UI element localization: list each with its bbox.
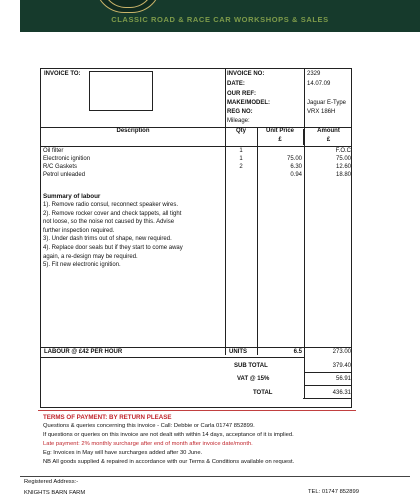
invoice-form: [40, 68, 352, 408]
labour-line: 2). Remove rocker cover and check tappets, all tight: [43, 210, 182, 217]
labour-rate-label: LABOUR @ £42 PER HOUR: [44, 349, 123, 355]
terms-title: TERMS OF PAYMENT: BY RETURN PLEASE: [43, 414, 172, 421]
units-value: 6.5: [293, 349, 302, 355]
invoice-to-address-box: [89, 71, 153, 111]
vat-value: 56.91: [335, 376, 351, 382]
table-row: Oil filter 1 F.O.C: [43, 148, 351, 154]
labour-line: 1). Remove radio consul, reconnect speaker wires.: [43, 202, 179, 208]
invoice-no-label: INVOICE NO:: [227, 71, 265, 77]
units-label: UNITS: [229, 349, 247, 355]
subtotal-label: SUB TOTAL: [234, 363, 268, 369]
labour-summary-title: Summary of labour: [43, 193, 101, 200]
col-unit-price: Unit Price: [265, 128, 294, 134]
terms-section: [43, 414, 373, 467]
header-banner: [20, 0, 420, 32]
reg-no-label: REG NO:: [227, 109, 253, 115]
date-value: 14.07.09: [307, 81, 331, 87]
registered-address-label: Registered Address:-: [24, 479, 79, 485]
total-label: TOTAL: [253, 390, 273, 396]
footer-telephone: TEL: 01747 852899: [308, 489, 359, 495]
terms-line: If questions or queries on this invoice are not dealt with within 14 days, acceptance of it is implied.: [43, 432, 294, 438]
col-qty: Qty: [235, 128, 246, 134]
col-unit-price-currency: £: [278, 137, 282, 143]
our-ref-label: OUR REF:: [227, 91, 256, 97]
vat-label: VAT @ 15%: [237, 376, 270, 382]
labour-line: 4). Replace door seals but if they start to come away: [43, 244, 183, 251]
date-label: DATE:: [227, 81, 245, 87]
terms-line-late-payment: Late payment: 2% monthly surcharge after end of month after invoice date/month.: [43, 441, 253, 447]
terms-line: Eg: Invoices in May will have surcharges added after 30 June.: [43, 450, 203, 456]
mileage-label: Mileage:: [227, 118, 250, 124]
table-row: Electronic ignition 1 75.00 75.00: [43, 156, 351, 162]
company-logo: [95, 0, 161, 13]
labour-line: not loose, so the noise not caused by this. Advise: [43, 219, 175, 226]
labour-summary: [43, 193, 223, 270]
col-amount-currency: £: [326, 137, 331, 143]
terms-line: Questions & queries concerning this invoice - Call: Debbie or Carla 01747 852899.: [43, 423, 255, 429]
table-row: R/C Gaskets 2 6.30 12.60: [43, 164, 351, 170]
col-amount: Amount: [317, 128, 340, 134]
labour-line: 5). Fit new electronic ignition.: [43, 262, 121, 269]
company-tagline: CLASSIC ROAD & RACE CAR WORKSHOPS & SALES: [111, 15, 329, 24]
col-description: Description: [116, 128, 150, 134]
table-row: Petrol unleaded 0.94 18.80: [43, 172, 351, 178]
total-value: 436.31: [332, 390, 351, 396]
labour-line: again, a re-design may be required.: [43, 253, 138, 260]
reg-no-value: VRX 186H: [307, 109, 336, 115]
registered-address: KNIGHTS BARN FARM: [24, 490, 86, 496]
invoice-to-label: INVOICE TO:: [44, 71, 81, 77]
labour-line: 3). Under dash trims out of shape, new required.: [43, 236, 172, 243]
labour-amount: 273.00: [332, 349, 351, 355]
logo-ring: [102, 0, 154, 8]
subtotal-value: 379.40: [332, 363, 351, 369]
labour-line: further inspection required.: [43, 227, 115, 234]
make-model-value: Jaguar E-Type: [307, 100, 347, 106]
make-model-label: MAKE/MODEL:: [227, 100, 270, 106]
terms-line: NB All goods supplied & repaired in accordance with our Terms & Conditions available on request.: [43, 459, 295, 465]
invoice-no-value: 2329: [307, 71, 321, 77]
